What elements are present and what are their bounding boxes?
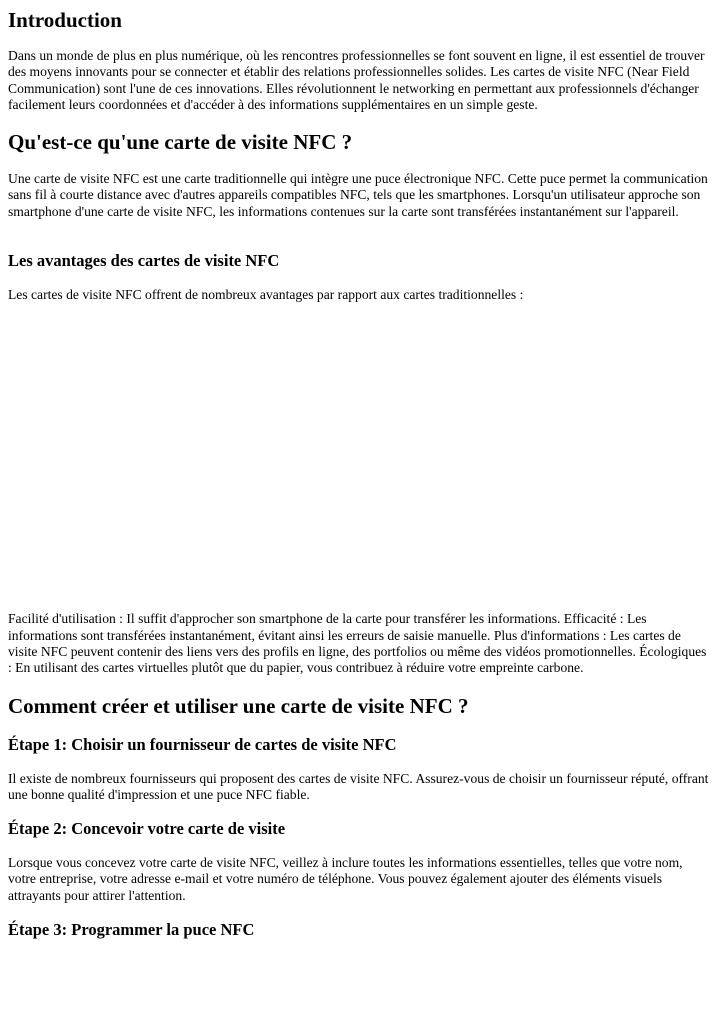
advantages-heading: Les avantages des cartes de visite NFC bbox=[8, 251, 280, 271]
step-1-heading: Étape 1: Choisir un fournisseur de cartes de visite NFC bbox=[8, 734, 397, 754]
intro-heading: Introduction bbox=[8, 8, 122, 32]
article bbox=[0, 8, 720, 940]
blank-space bbox=[8, 303, 712, 611]
intro-paragraph: Dans un monde de plus en plus numérique, où les rencontres professionnelles se font souvent en ligne, il est essentiel de trouver des moyens innovants pour se connecter et établir des relations professionnelles solides. Les cartes de visite NFC (Near Field Communication) sont l'une de ces innovations. Elles révolutionnent le networking en permettant aux professionnels d'échanger facilement leurs coordonnées et d'accéder à des informations supplémentaires en un simple geste. bbox=[8, 48, 705, 112]
what-is-heading: Qu'est-ce qu'une carte de visite NFC ? bbox=[8, 130, 353, 155]
advantages-details: Facilité d'utilisation : Il suffit d'approcher son smartphone de la carte pour transférer les informations. Efficacité : Les informations sont transférées instantanément, évitant ainsi les erreurs de saisie manuelle. Plus d'informations : Les cartes de visite NFC peuvent contenir des liens vers des profils en ligne, des portfolios ou même des vidéos promotionnelles. Écologiques : En utilisant des cartes virtuelles plutôt que du papier, vous contribuez à réduire votre empreinte carbone. bbox=[8, 611, 707, 676]
how-to-heading: Comment créer et utiliser une carte de visite NFC ? bbox=[8, 693, 469, 718]
step-2-paragraph: Lorsque vous concevez votre carte de visite NFC, veillez à inclure toutes les informations essentielles, telles que votre nom, votre entreprise, votre adresse e-mail et votre numéro de téléphone. Vous pouvez également ajouter des éléments visuels attrayants pour attirer l'attention. bbox=[8, 855, 683, 903]
step-3-heading: Étape 3: Programmer la puce NFC bbox=[8, 920, 255, 940]
step-1-paragraph: Il existe de nombreux fournisseurs qui proposent des cartes de visite NFC. Assurez-vous de choisir un fournisseur réputé, offrant une bonne qualité d'impression et une puce NFC fiable. bbox=[8, 770, 709, 802]
what-is-paragraph: Une carte de visite NFC est une carte traditionnelle qui intègre une puce électronique NFC. Cette puce permet la communication sans fil à courte distance avec d'autres appareils compatibles NFC, tels que les smartphones. Lorsqu'un utilisateur approche son smartphone d'une carte de visite NFC, les informations contenues sur la carte sont transférées instantanément sur l'appareil. bbox=[8, 171, 708, 219]
advantages-intro: Les cartes de visite NFC offrent de nombreux avantages par rapport aux cartes traditionnelles : bbox=[8, 287, 524, 303]
step-2-heading: Étape 2: Concevoir votre carte de visite bbox=[8, 819, 286, 839]
